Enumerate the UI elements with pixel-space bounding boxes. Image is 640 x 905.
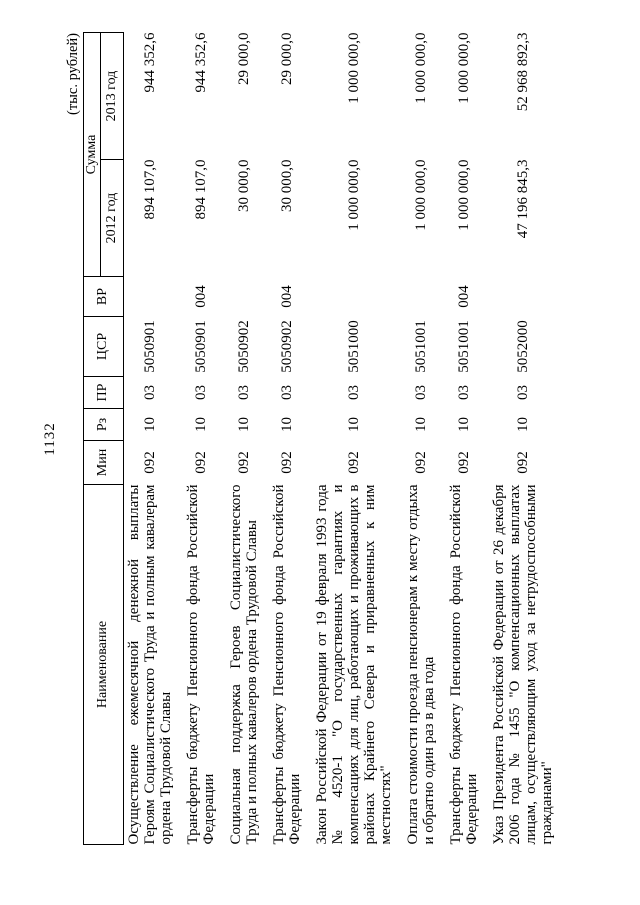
table-row [312,33,403,845]
table-row [226,33,269,845]
row-vr [312,277,403,317]
row-name: Социальная поддержка Героев Социалистического Труда и полных кавалеров ордена Трудовой Славы [228,484,260,845]
col-header-min: Мин [84,441,124,485]
row-sum-2012: 894 107,0 [192,159,209,220]
table-row [403,33,446,845]
row-tsr: 5051001 [412,320,429,373]
row-name: Трансферты бюджету Пенсионного фонда Российской Федерации [271,484,303,845]
row-sum-2012: 1 000 000,0 [345,159,362,231]
table-row [124,33,184,845]
units-note: (тыс. рублей) [65,33,81,115]
row-pr: 03 [412,385,429,400]
row-tsr: 5050902 [235,320,252,373]
row-tsr: 5051000 [345,320,362,373]
row-tsr: 5050901 [141,320,158,373]
sheet-content [0,33,564,845]
row-pr: 03 [141,385,158,400]
row-name: Закон Российской Федерации от 19 февраля 1993 года № 4520-1 "О государственных гарантиях и компенсациях для лиц, работающих и проживающих в районах Крайнего Севера и приравненных к ним местностях" [314,484,394,845]
row-sum-2012: 1 000 000,0 [412,159,429,231]
row-min: 092 [514,451,531,474]
row-pr: 03 [278,385,295,400]
row-tsr: 5050901 [192,320,209,373]
row-sum-2012: 30 000,0 [278,159,295,212]
table-row [489,33,564,845]
row-min: 092 [345,451,362,474]
row-sum-2013: 1 000 000,0 [412,32,429,104]
row-sum-2013: 1 000 000,0 [345,32,362,104]
col-header-vr: ВР [84,277,124,317]
row-vr [403,277,446,317]
row-sum-2013: 29 000,0 [278,32,295,85]
col-header-tsr: ЦСР [84,317,124,377]
row-sum-2013: 944 352,6 [141,32,158,93]
row-sum-2013: 29 000,0 [235,32,252,85]
table-row [269,33,312,845]
row-rz: 10 [514,417,531,432]
row-tsr: 5052000 [514,320,531,373]
row-min: 092 [455,451,472,474]
row-pr: 03 [455,385,472,400]
row-sum-2012: 1 000 000,0 [455,159,472,231]
row-pr: 03 [192,385,209,400]
row-pr: 03 [345,385,362,400]
row-name: Трансферты бюджету Пенсионного фонда Российской Федерации [448,484,480,845]
row-rz: 10 [235,417,252,432]
col-header-rz: Рз [84,409,124,441]
row-vr [124,277,184,317]
row-sum-2012: 47 196 845,3 [514,159,531,239]
col-header-name: Наименование [84,485,124,845]
row-vr: 004 [278,285,295,308]
row-pr: 03 [235,385,252,400]
table-row [446,33,489,845]
row-min: 092 [141,451,158,474]
row-rz: 10 [141,417,158,432]
header-row-main [84,33,101,845]
row-vr: 004 [192,285,209,308]
col-header-2012: 2012 год [101,160,124,277]
row-vr [489,277,564,317]
row-sum-2012: 30 000,0 [235,159,252,212]
row-tsr: 5051001 [455,320,472,373]
row-sum-2013: 944 352,6 [192,32,209,93]
row-name: Указ Президента Российской Федерации от 26 декабря 2006 года № 1455 "О компенсационных выплатах лицам, осуществляющим уход за нетрудоспособными гражданами" [491,484,555,845]
row-min: 092 [278,451,295,474]
row-rz: 10 [412,417,429,432]
row-rz: 10 [455,417,472,432]
row-pr: 03 [514,385,531,400]
row-rz: 10 [192,417,209,432]
table-row [183,33,226,845]
col-header-pr: ПР [84,377,124,409]
col-header-summa: Сумма [84,33,101,277]
row-rz: 10 [345,417,362,432]
row-min: 092 [192,451,209,474]
row-min: 092 [235,451,252,474]
budget-table [83,32,564,845]
col-header-2013: 2013 год [101,33,124,160]
row-rz: 10 [278,417,295,432]
row-tsr: 5050902 [278,320,295,373]
row-name: Оплата стоимости проезда пенсионерам к месту отдыха и обратно один раз в два года [405,484,437,845]
row-min: 092 [412,451,429,474]
row-vr [226,277,269,317]
row-sum-2012: 894 107,0 [141,159,158,220]
page-number: 1132 [42,422,58,456]
row-name: Трансферты бюджету Пенсионного фонда Российской Федерации [185,484,217,845]
row-sum-2013: 1 000 000,0 [455,32,472,104]
row-vr: 004 [455,285,472,308]
row-sum-2013: 52 968 892,3 [514,32,531,112]
row-name: Осуществление ежемесячной денежной выплаты Героям Социалистического Труда и полным кавалерам ордена Трудовой Славы [126,484,174,845]
